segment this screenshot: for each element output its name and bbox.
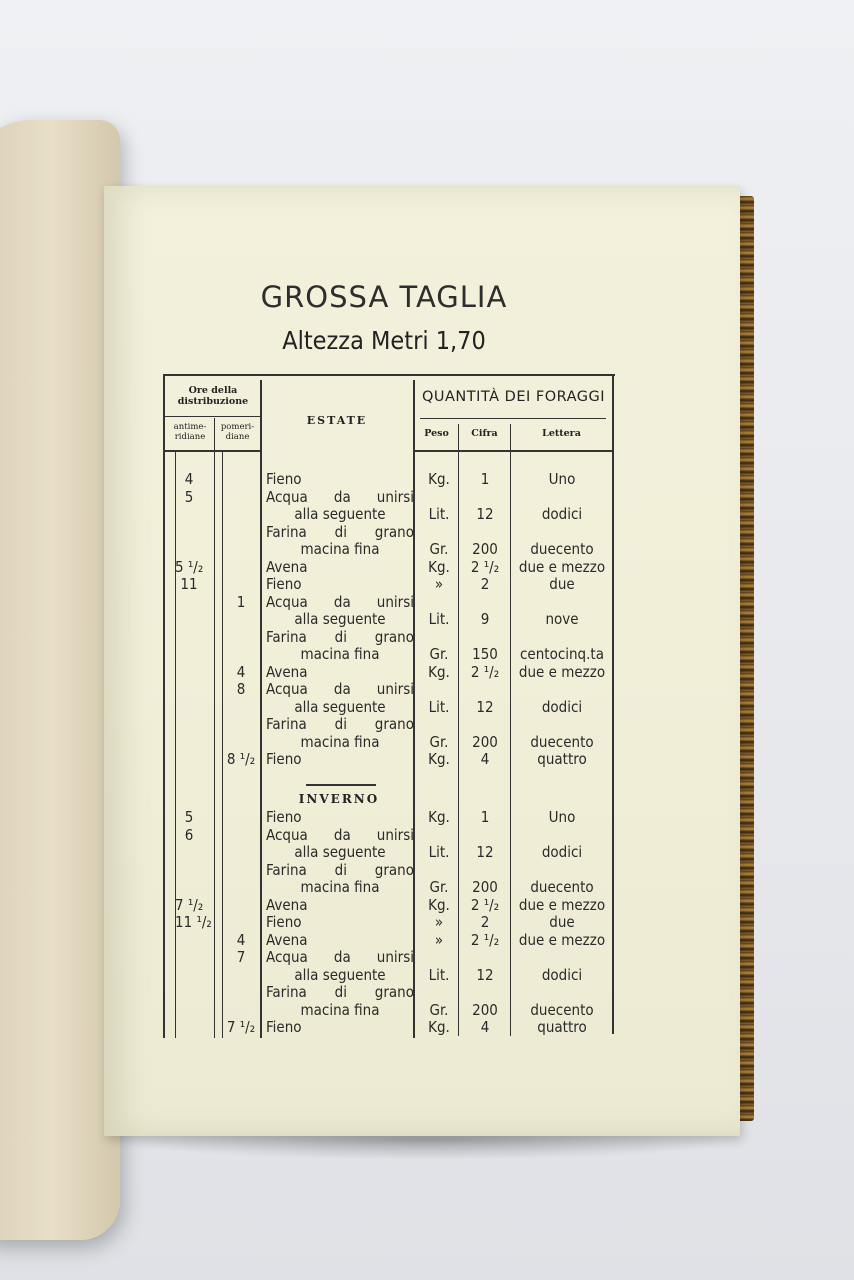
quantity-cifra: 200: [472, 878, 498, 896]
hour-antimeridiane: 5 ¹/₂: [175, 557, 204, 576]
season-inverno: INVERNO: [298, 792, 380, 806]
quantity-lettera: due: [549, 913, 575, 931]
header-antimeridiane: antime- ridiane: [173, 422, 207, 442]
quantity-lettera: quattro: [537, 1018, 587, 1036]
forage-description: alla seguente: [294, 843, 386, 861]
left-page-edge: [0, 120, 120, 1240]
table-rule-qty-bottom: [415, 450, 612, 452]
unit-peso: Kg.: [428, 1018, 450, 1036]
quantity-cifra: 1: [480, 808, 490, 826]
unit-peso: Kg.: [428, 662, 450, 681]
quantity-cifra: 2: [480, 575, 490, 593]
hour-pomeridiane: 8: [236, 680, 246, 698]
unit-peso: Lit.: [428, 697, 450, 716]
forage-description: Fieno: [266, 575, 302, 593]
forage-description: macina fina: [300, 645, 380, 663]
quantity-cifra: 150: [472, 645, 498, 663]
forage-description: alla seguente: [294, 697, 386, 716]
quantity-lettera: duecento: [530, 878, 594, 896]
forage-description: Farina di grano: [266, 522, 414, 541]
quantity-lettera: due: [549, 575, 575, 593]
quantity-cifra: 12: [476, 697, 494, 716]
quantity-cifra: 2: [480, 913, 490, 931]
quantity-lettera: nove: [545, 610, 579, 628]
header-quantita: QUANTITÀ DEI FORAGGI: [421, 389, 606, 405]
quantity-lettera: due e mezzo: [518, 662, 606, 681]
forage-description: alla seguente: [294, 965, 386, 984]
header-peso: Peso: [424, 428, 449, 439]
hour-pomeridiane: 8 ¹/₂: [226, 750, 256, 768]
hour-pomeridiane: 7 ¹/₂: [226, 1018, 256, 1036]
unit-peso: Kg.: [428, 808, 450, 826]
header-estate: ESTATE: [306, 414, 368, 427]
table-rule-left: [163, 374, 165, 1038]
forage-description: macina fina: [300, 540, 380, 558]
quantity-lettera: due e mezzo: [518, 930, 606, 949]
header-ore: Ore della distribuzione: [177, 385, 249, 407]
unit-peso: Lit.: [428, 965, 450, 984]
forage-description: Farina di grano: [266, 627, 414, 646]
unit-peso: »: [434, 930, 444, 949]
header-lettera: Lettera: [542, 428, 581, 439]
hour-antimeridiane: 5: [184, 808, 194, 826]
forage-description: Acqua da unirsi: [266, 487, 414, 506]
hour-antimeridiane: 7 ¹/₂: [175, 895, 204, 914]
forage-description: Avena: [266, 662, 308, 681]
quantity-lettera: dodici: [541, 965, 583, 984]
forage-description: Fieno: [266, 750, 302, 768]
unit-peso: Gr.: [429, 645, 449, 663]
quantity-cifra: 200: [472, 1000, 498, 1019]
quantity-cifra: 200: [472, 540, 498, 558]
unit-peso: Gr.: [429, 878, 449, 896]
unit-peso: Kg.: [428, 470, 450, 488]
table-rule-qty-brace: [420, 418, 606, 419]
quantity-cifra: 9: [480, 610, 490, 628]
forage-description: macina fina: [300, 1000, 380, 1019]
inverno-rule: [306, 784, 376, 786]
quantity-cifra: 1: [480, 470, 490, 488]
unit-peso: Lit.: [428, 843, 450, 861]
forage-description: Avena: [266, 895, 308, 914]
quantity-cifra: 2 ¹/₂: [470, 662, 500, 681]
hour-antimeridiane: 5: [184, 487, 194, 506]
quantity-cifra: 4: [480, 750, 490, 768]
table-rule-ant-inner: [175, 452, 176, 1038]
forage-description: Fieno: [266, 1018, 302, 1036]
hour-antimeridiane: 6: [184, 825, 194, 844]
unit-peso: Gr.: [429, 540, 449, 558]
forage-description: alla seguente: [294, 505, 386, 523]
forage-description: Fieno: [266, 808, 302, 826]
forage-description: Avena: [266, 930, 308, 949]
table-rule-hours-bottom: [165, 450, 260, 452]
forage-description: Farina di grano: [266, 860, 414, 879]
quantity-lettera: due e mezzo: [518, 557, 606, 576]
unit-peso: Gr.: [429, 732, 449, 751]
hour-pomeridiane: 4: [236, 930, 246, 949]
hour-pomeridiane: 4: [236, 662, 246, 681]
unit-peso: Gr.: [429, 1000, 449, 1019]
table-rule-ant-pom: [214, 418, 215, 1038]
unit-peso: »: [434, 913, 444, 931]
unit-peso: Kg.: [428, 557, 450, 576]
table-rule-ore: [165, 416, 260, 417]
forage-description: alla seguente: [294, 610, 386, 628]
hour-antimeridiane: 11: [180, 575, 198, 593]
quantity-lettera: due e mezzo: [518, 895, 606, 914]
quantity-cifra: 12: [476, 505, 494, 523]
hour-antimeridiane: 4: [184, 470, 194, 488]
forage-description: Acqua da unirsi: [266, 680, 414, 698]
quantity-lettera: centocinq.ta: [520, 645, 604, 663]
quantity-lettera: Uno: [548, 470, 576, 488]
quantity-cifra: 200: [472, 732, 498, 751]
quantity-lettera: duecento: [530, 732, 594, 751]
quantity-lettera: duecento: [530, 540, 594, 558]
quantity-lettera: duecento: [530, 1000, 594, 1019]
quantity-lettera: quattro: [537, 750, 587, 768]
quantity-cifra: 2 ¹/₂: [470, 930, 500, 949]
forage-description: macina fina: [300, 878, 380, 896]
quantity-lettera: Uno: [548, 808, 576, 826]
quantity-cifra: 2 ¹/₂: [470, 557, 500, 576]
quantity-cifra: 2 ¹/₂: [470, 895, 500, 914]
quantity-lettera: dodici: [541, 505, 583, 523]
quantity-lettera: dodici: [541, 843, 583, 861]
quantity-lettera: dodici: [541, 697, 583, 716]
unit-peso: »: [434, 575, 444, 593]
quantity-cifra: 12: [476, 843, 494, 861]
forage-description: Farina di grano: [266, 715, 414, 733]
forage-description: Acqua da unirsi: [266, 825, 414, 844]
table-rule-hours: [260, 380, 262, 1038]
page-subtitle: Altezza Metri 1,70: [282, 326, 486, 355]
page-title: GROSSA TAGLIA: [260, 280, 508, 314]
quantity-cifra: 12: [476, 965, 494, 984]
forage-description: Farina di grano: [266, 983, 414, 1001]
forage-description: Acqua da unirsi: [266, 592, 414, 611]
forage-description: Avena: [266, 557, 308, 576]
forage-description: Fieno: [266, 913, 302, 931]
forage-description: Fieno: [266, 470, 302, 488]
header-cifra: Cifra: [471, 428, 498, 439]
unit-peso: Kg.: [428, 895, 450, 914]
unit-peso: Kg.: [428, 750, 450, 768]
hour-pomeridiane: 7: [236, 948, 246, 966]
forage-description: Acqua da unirsi: [266, 948, 414, 966]
table-rule-right: [612, 374, 614, 1034]
forage-description: macina fina: [300, 732, 380, 751]
unit-peso: Lit.: [428, 505, 450, 523]
quantity-cifra: 4: [480, 1018, 490, 1036]
hour-pomeridiane: 1: [236, 592, 246, 611]
unit-peso: Lit.: [428, 610, 450, 628]
header-pomeridiane: pomeri- diane: [220, 422, 255, 442]
hour-antimeridiane: 11 ¹/₂: [175, 913, 212, 931]
table-rule-cifra: [510, 424, 511, 1036]
